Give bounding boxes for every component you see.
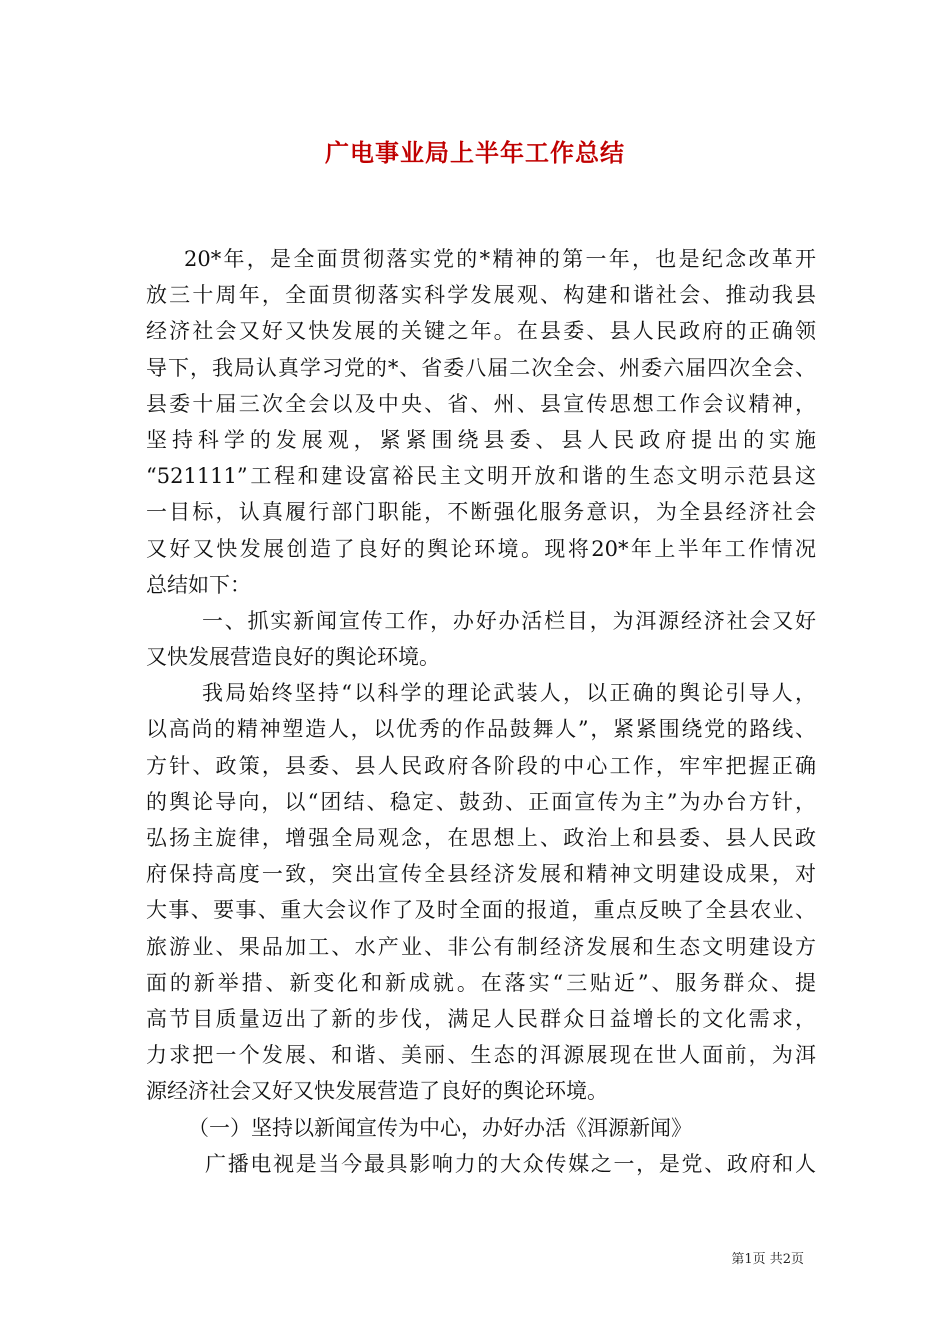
subsection-heading-line: （一）坚持以新闻宣传为中心，办好办活《洱源新闻》 <box>188 1115 692 1140</box>
body-line: 导下，我局认真学习党的*、省委八届二次全会、州委六届四次全会、 <box>146 355 816 380</box>
body-line: 的舆论导向，以“团结、稳定、鼓劲、正面宣传为主”为办台方针， <box>146 789 816 814</box>
body-line: 我局始终坚持“以科学的理论武装人，以正确的舆论引导人， <box>202 681 816 706</box>
body-line: 旅游业、果品加工、水产业、非公有制经济发展和生态文明建设方 <box>146 934 816 959</box>
body-line: 总结如下： <box>146 572 251 597</box>
body-line: 又好又快发展创造了良好的舆论环境。现将20*年上半年工作情况 <box>146 536 816 561</box>
body-line: 以高尚的精神塑造人，以优秀的作品鼓舞人”，紧紧围绕党的路线、 <box>146 717 816 742</box>
body-line: 县委十届三次全会以及中央、省、州、县宣传思想工作会议精神， <box>146 391 816 416</box>
body-line: 放三十周年，全面贯彻落实科学发展观、构建和谐社会、推动我县 <box>146 283 816 308</box>
body-line: 方针、政策，县委、县人民政府各阶段的中心工作，牢牢把握正确 <box>146 753 816 778</box>
body-line: 一目标，认真履行部门职能，不断强化服务意识，为全县经济社会 <box>146 500 816 525</box>
page-number-footer: 第1页 共2页 <box>731 1252 804 1267</box>
body-line: 高节目质量迈出了新的步伐，满足人民群众日益增长的文化需求， <box>146 1006 816 1031</box>
body-line: 力求把一个发展、和谐、美丽、生态的洱源展现在世人面前，为洱 <box>146 1043 816 1068</box>
body-line: 经济社会又好又快发展的关键之年。在县委、县人民政府的正确领 <box>146 319 816 344</box>
body-line: 源经济社会又好又快发展营造了良好的舆论环境。 <box>146 1079 608 1104</box>
body-line: 面的新举措、新变化和新成就。在落实“三贴近”、服务群众、提 <box>146 970 816 995</box>
section-heading-line: 一、抓实新闻宣传工作，办好办活栏目，为洱源经济社会又好 <box>202 608 816 633</box>
body-line: 坚持科学的发展观，紧紧围绕县委、县人民政府提出的实施 <box>146 427 816 452</box>
body-line: 大事、要事、重大会议作了及时全面的报道，重点反映了全县农业、 <box>146 898 816 923</box>
body-line: 20*年，是全面贯彻落实党的*精神的第一年，也是纪念改革开 <box>184 247 816 271</box>
body-line: 府保持高度一致，突出宣传全县经济发展和精神文明建设成果，对 <box>146 862 816 887</box>
document-body <box>146 241 816 1182</box>
body-line: 广播电视是当今最具影响力的大众传媒之一，是党、政府和人 <box>205 1151 816 1176</box>
body-line: 弘扬主旋律，增强全局观念，在思想上、政治上和县委、县人民政 <box>146 826 816 850</box>
section-heading-line: 又快发展营造良好的舆论环境。 <box>146 645 440 670</box>
document-title: 广电事业局上半年工作总结 <box>325 139 625 167</box>
body-line: “521111”工程和建设富裕民主文明开放和谐的生态文明示范县这 <box>146 464 816 489</box>
